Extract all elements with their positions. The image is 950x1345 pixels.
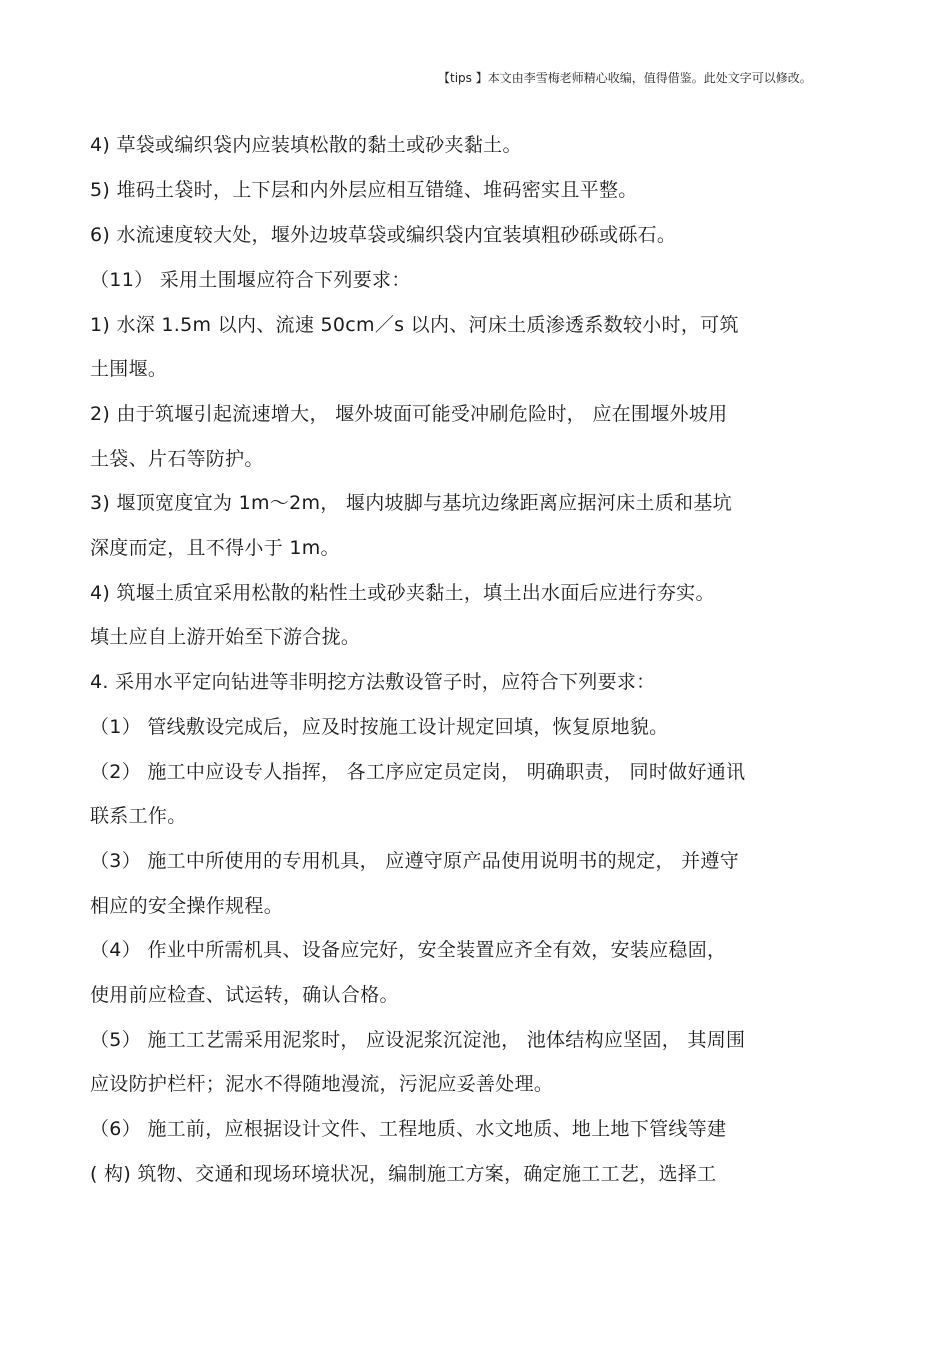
text-line: 1) 水深 1.5m 以内、流速 50cm／s 以内、河床土质渗透系数较小时，可筑 [90, 314, 739, 336]
text-line: 4) 草袋或编织袋内应装填松散的黏土或砂夹黏土。 [90, 134, 522, 156]
text-line: 土围堰。 [90, 358, 168, 380]
text-line: 应设防护栏杆；泥水不得随地漫流，污泥应妥善处理。 [90, 1073, 554, 1095]
header-tips-note: 【tips 】本文由李雪梅老师精心收编，值得借鉴。此处文字可以修改。 [438, 71, 812, 85]
text-line: （3） 施工中所使用的专用机具， 应遵守原产品使用说明书的规定， 并遵守 [90, 850, 740, 872]
text-line: （2） 施工中应设专人指挥， 各工序应定员定岗， 明确职责， 同时做好通讯 [90, 761, 746, 783]
text-line: （11） 采用土围堰应符合下列要求： [90, 269, 411, 291]
text-line: 土袋、片石等防护。 [90, 448, 264, 470]
text-line: 联系工作。 [90, 805, 187, 827]
text-line: 深度而定，且不得小于 1m。 [90, 537, 340, 559]
text-line: 4. 采用水平定向钻进等非明挖方法敷设管子时，应符合下列要求： [90, 671, 656, 693]
text-line: （4） 作业中所需机具、设备应完好，安全装置应齐全有效，安装应稳固， [90, 939, 727, 961]
text-line: 6) 水流速度较大处，堰外边坡草袋或编织袋内宜装填粗砂砾或砾石。 [90, 224, 677, 246]
text-line: 相应的安全操作规程。 [90, 895, 284, 917]
text-line: （1） 管线敷设完成后，应及时按施工设计规定回填，恢复原地貌。 [90, 716, 669, 738]
text-line: 4) 筑堰土质宜采用松散的粘性土或砂夹黏土，填土出水面后应进行夯实。 [90, 582, 715, 604]
text-line: 2) 由于筑堰引起流速增大， 堰外坡面可能受冲刷危险时， 应在围堰外坡用 [90, 403, 728, 425]
text-line: 使用前应检查、试运转，确认合格。 [90, 984, 399, 1006]
text-line: 5) 堆码土袋时，上下层和内外层应相互错缝、堆码密实且平整。 [90, 179, 638, 201]
text-line: 填土应自上游开始至下游合拢。 [90, 626, 361, 648]
text-line: （5） 施工工艺需采用泥浆时， 应设泥浆沉淀池， 池体结构应坚固， 其周围 [90, 1029, 746, 1051]
text-line: ( 构) 筑物、交通和现场环境状况，编制施工方案，确定施工工艺，选择工 [90, 1163, 717, 1185]
text-line: 3) 堰顶宽度宜为 1m～2m， 堰内坡脚与基坑边缘距离应据河床土质和基坑 [90, 492, 732, 514]
text-line: （6） 施工前，应根据设计文件、工程地质、水文地质、地上地下管线等建 [90, 1118, 727, 1140]
